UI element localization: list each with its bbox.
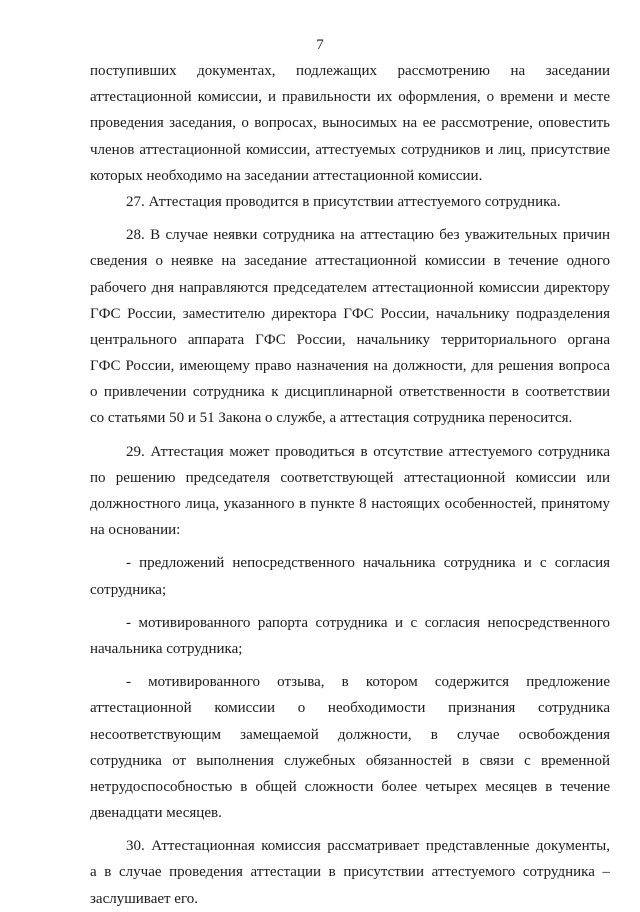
text-line: нетрудоспособностью в общей сложности более четырех месяцев в течение <box>90 778 610 795</box>
text-line: членов аттестационной комиссии, аттестуемых сотрудников и лиц, присутствие <box>90 141 610 158</box>
text-line: ГФС России, имеющему право назначения на должности, для решения вопроса <box>90 358 610 375</box>
text-line: - предложений непосредственного начальника сотрудника и с согласия <box>126 555 610 572</box>
text-line: 28. В случае неявки сотрудника на аттестацию без уважительных причин <box>126 227 610 244</box>
text-line: 29. Аттестация может проводиться в отсутствие аттестуемого сотрудника <box>126 443 610 460</box>
text-line: - мотивированного рапорта сотрудника и с согласия непосредственного <box>126 614 610 631</box>
text-line: должностного лица, указанного в пункте 8 настоящих особенностей, принятому <box>90 496 610 512</box>
paragraph-continuation <box>90 58 610 189</box>
text-line: заслушивает его. <box>90 890 198 907</box>
text-line: сведения о неявке на заседание аттестационной комиссии в течение одного <box>90 253 610 270</box>
text-line: о привлечении сотрудника к дисциплинарной ответственности в соответствии <box>90 384 610 401</box>
text-line: начальника сотрудника; <box>90 640 243 657</box>
text-line: двенадцати месяцев. <box>90 805 222 822</box>
text-line: сотрудника; <box>90 581 167 598</box>
text-line: рабочего дня направляются председателем аттестационной комиссии директору <box>90 279 610 296</box>
text-line: 27. Аттестация проводится в присутствии аттестуемого сотрудника. <box>126 193 561 210</box>
text-line: несоответствующим замещаемой должности, в случае освобождения <box>90 726 610 743</box>
paragraph-29 <box>90 439 610 544</box>
text-line: на основании: <box>90 522 181 539</box>
text-line: аттестационной комиссии, и правильности их оформления, о времени и месте <box>90 89 610 106</box>
text-line: ГФС России, заместителю директора ГФС России, начальнику подразделения <box>90 305 610 322</box>
text-line: сотрудника от выполнения служебных обязанностей в связи с временной <box>90 752 610 769</box>
text-line: центрального аппарата ГФС России, начальнику территориального органа <box>90 331 610 348</box>
page-number: 7 <box>316 37 324 53</box>
text-line: со статьями 50 и 51 Закона о службе, а аттестация сотрудника переносится. <box>90 410 573 427</box>
text-line: аттестационной комиссии о необходимости признания сотрудника <box>90 700 610 717</box>
text-line: по решению председателя соответствующей аттестационной комиссии или <box>90 469 610 486</box>
list-item <box>90 669 610 826</box>
text-line: 30. Аттестационная комиссия рассматривает представленные документы, <box>126 838 610 855</box>
text-line: поступивших документах, подлежащих рассмотрению на заседании <box>90 63 610 79</box>
list-item <box>90 610 610 662</box>
document-body <box>90 58 610 912</box>
paragraph-28 <box>90 222 610 432</box>
text-line: а в случае проведения аттестации в присутствии аттестуемого сотрудника – <box>90 864 610 881</box>
list-item <box>90 550 610 602</box>
paragraph-27 <box>90 189 610 215</box>
text-line: - мотивированного отзыва, в котором содержится предложение <box>126 674 610 691</box>
text-line: проведения заседания, о вопросах, выносимых на ее рассмотрение, оповестить <box>90 115 610 132</box>
paragraph-30 <box>90 833 610 912</box>
text-line: которых необходимо на заседании аттестационной комиссии. <box>90 167 483 184</box>
